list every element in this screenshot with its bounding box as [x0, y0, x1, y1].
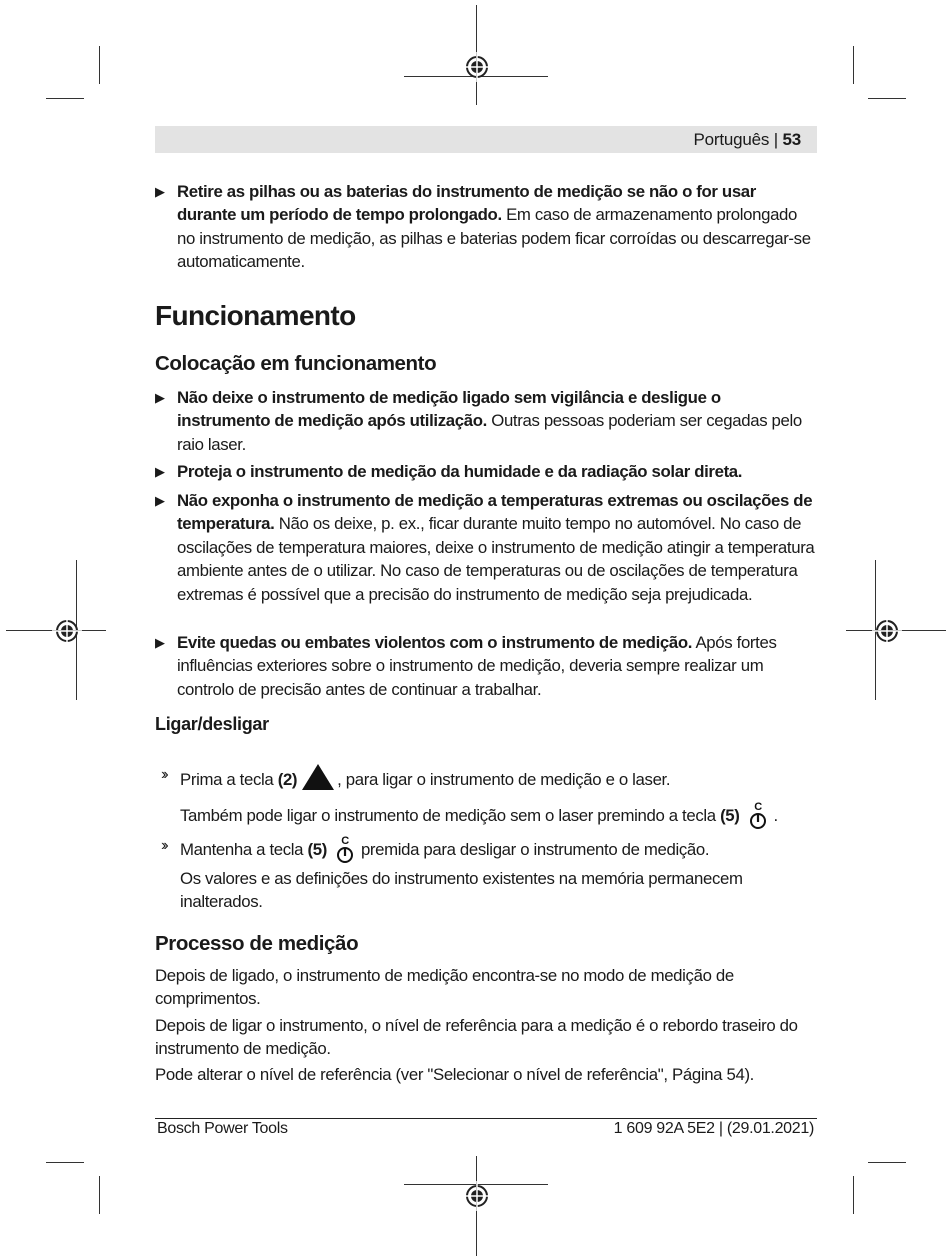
crop-mark [868, 1162, 906, 1163]
crop-mark [868, 98, 906, 99]
subsection-title: Ligar/desligar [155, 714, 269, 734]
power-clear-key-icon [335, 834, 355, 864]
crop-mark [99, 46, 100, 84]
instruction-step [155, 763, 817, 791]
warning-bold-text: Evite quedas ou embates violentos com o instrumento de medição. [177, 633, 693, 652]
instruction-step [155, 834, 817, 864]
list-item [155, 460, 817, 483]
step-arrow-icon: ›› [161, 837, 166, 854]
list-item [155, 489, 817, 606]
bullet-triangle-icon: ▶ [155, 390, 165, 405]
registration-mark-icon [462, 52, 492, 82]
crop-mark [853, 46, 854, 84]
warning-text: Após fortes influências exteriores sobre o instrumento de medição, deveria sempre realizar um controlo de precisão antes de continuar a trabalhar. [177, 633, 777, 699]
svg-text:C: C [753, 801, 762, 813]
bullet-triangle-icon: ▶ [155, 493, 165, 508]
step-text: Prima a tecla [180, 770, 278, 789]
page-header [155, 126, 817, 153]
step-text: premida para desligar o instrumento de medição. [360, 840, 710, 859]
warning-text: Não os deixe, p. ex., ficar durante muito tempo no automóvel. No caso de oscilações de temperatura maiores, deixe o instrumento de medição atingir a temperatura ambiente antes de o utilizar. No caso de temperaturas ou de oscilações de temperatura extremas é possível que a precisão do instrumento de medição seja prejudicada. [177, 514, 815, 604]
page-number: 53 [782, 130, 801, 149]
svg-text:C: C [341, 835, 349, 847]
registration-mark-icon [462, 1181, 492, 1211]
note-text: Também pode ligar o instrumento de medição sem o laser premindo a tecla [180, 806, 721, 825]
footer-brand: Bosch Power Tools [157, 1120, 288, 1137]
warning-bold-text: Proteja o instrumento de medição da humidade e da radiação solar direta. [177, 462, 743, 481]
crop-mark [46, 98, 84, 99]
header-language: Português [693, 130, 770, 149]
warning-text: Em caso de armazenamento prolongado no instrumento de medição, as pilhas e baterias podem ficar corroídas ou descarregar-se automaticamente. [177, 205, 811, 272]
warning-bold-text: Não exponha o instrumento de medição a temperaturas extremas ou oscilações de temperatura. [177, 491, 813, 534]
step-text: Mantenha a tecla [180, 840, 308, 859]
key-number: (5) [720, 806, 740, 825]
paragraph: Pode alterar o nível de referência (ver "Selecionar o nível de referência", Página 54). [155, 1065, 754, 1084]
bullet-triangle-icon: ▶ [155, 464, 165, 479]
section-title: Funcionamento [155, 300, 356, 331]
list-item [155, 386, 817, 456]
header-label: Português | 53 [693, 130, 801, 149]
list-item [155, 631, 817, 701]
warning-bold-text: Retire as pilhas ou as baterias do instrumento de medição se não o for usar durante um período de tempo prolongado. [177, 182, 756, 225]
warning-text: Outras pessoas poderiam ser cegadas pelo raio laser. [177, 411, 802, 454]
crop-mark [99, 1176, 100, 1214]
warning-bold-text: Não deixe o instrumento de medição ligado sem vigilância e desligue o instrumento de medição após utilização. [177, 388, 721, 431]
key-number: (2) [277, 770, 298, 789]
power-clear-key-icon [748, 800, 768, 830]
crop-mark [46, 1162, 84, 1163]
footer-rule [155, 1118, 817, 1119]
paragraph: Depois de ligar o instrumento, o nível de referência para a medição é o rebordo traseiro do instrumento de medição. [155, 1016, 798, 1059]
note-text: . [773, 806, 778, 825]
registration-mark-icon [872, 616, 902, 646]
step-note [180, 800, 817, 830]
subsection-title: Colocação em funcionamento [155, 352, 437, 375]
list-item [155, 180, 817, 274]
step-arrow-icon: ›› [161, 766, 166, 783]
bullet-triangle-icon: ▶ [155, 635, 165, 650]
key-number: (5) [307, 840, 327, 859]
step-note: Os valores e as definições do instrumento existentes na memória permanecem inalterados. [180, 869, 743, 912]
triangle-up-key-icon [301, 763, 335, 791]
subsection-title: Processo de medição [155, 932, 359, 955]
registration-mark-icon [52, 616, 82, 646]
crop-mark [853, 1176, 854, 1214]
paragraph: Depois de ligado, o instrumento de medição encontra-se no modo de medição de comprimentos. [155, 966, 734, 1009]
bullet-triangle-icon: ▶ [155, 184, 165, 199]
footer-doc-id: 1 609 92A 5E2 | (29.01.2021) [613, 1120, 814, 1137]
step-text: , para ligar o instrumento de medição e o laser. [337, 770, 671, 789]
